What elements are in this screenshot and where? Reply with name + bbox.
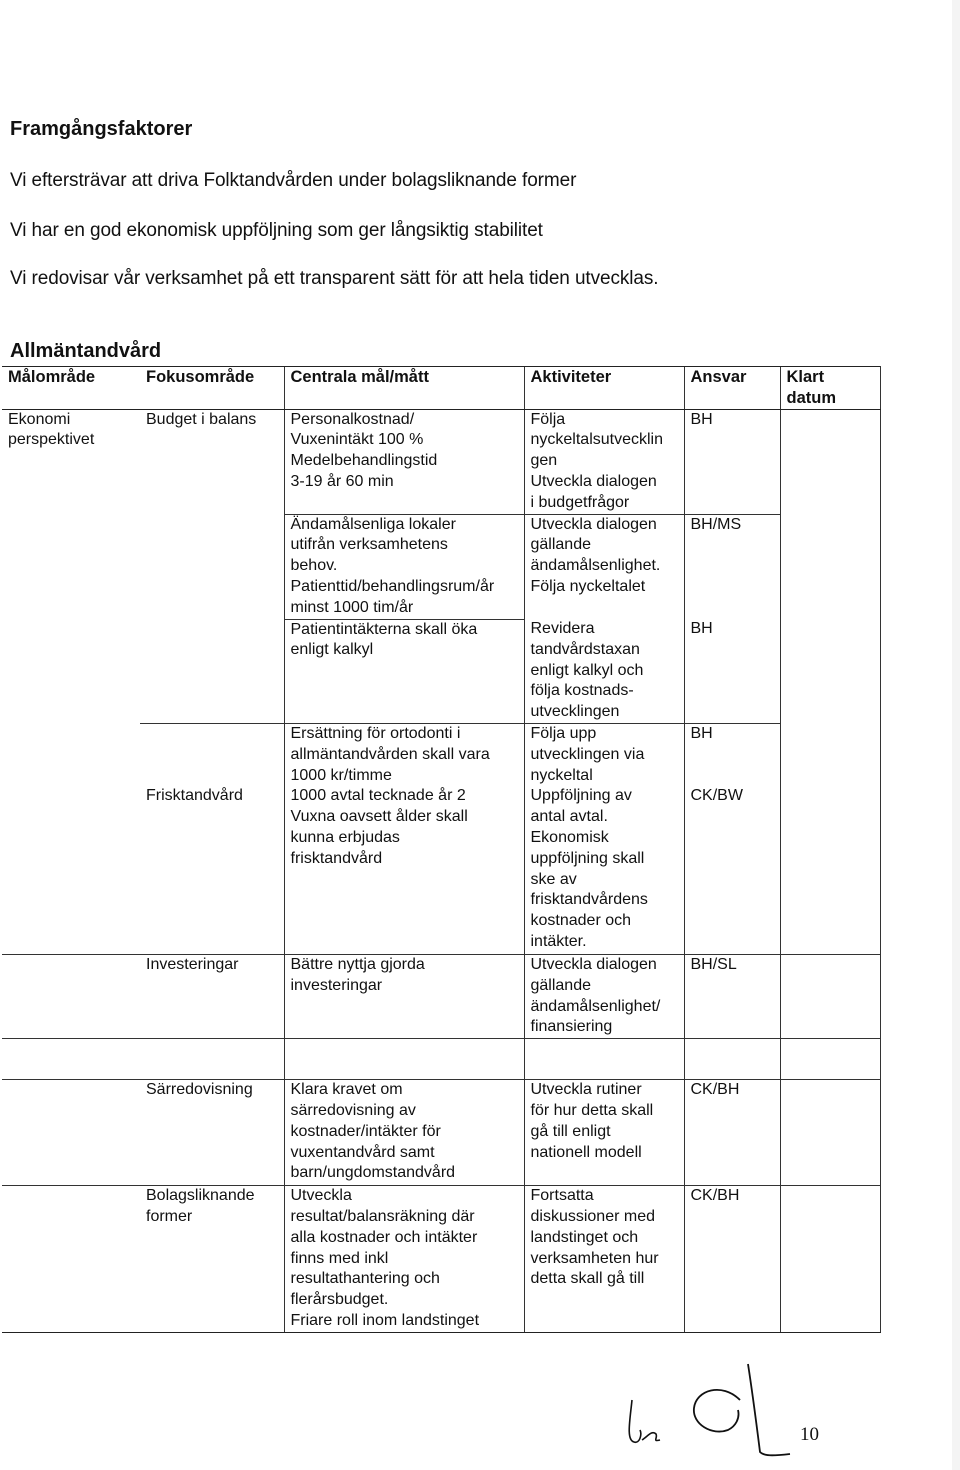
cell-centrala-mal: Bättre nyttja gjorda investeringar: [284, 954, 524, 1038]
header-aktiviteter: Aktiviteter: [524, 367, 684, 410]
cell-ansvar: BH: [684, 409, 780, 514]
table-row: [2, 1080, 880, 1186]
cell-klart-datum: [780, 1186, 880, 1333]
cell-ansvar: CK/BW: [684, 786, 780, 954]
cell-fokusomrade: Investeringar: [140, 954, 284, 1038]
cell-malomrade: [2, 1080, 140, 1186]
header-centrala-mal: Centrala mål/mått: [284, 367, 524, 410]
signature-initials-icon: [612, 1360, 802, 1460]
cell-centrala-mal: Patientintäkterna skall öka enligt kalkyl: [284, 619, 524, 723]
cell-klart-datum: [780, 1080, 880, 1186]
cell-aktiviteter: Följa nyckeltalsutvecklin gen Utveckla dialogen i budgetfrågor: [524, 409, 684, 514]
cell-ansvar: BH: [684, 619, 780, 723]
page-edge: [952, 0, 960, 1470]
table-row: [2, 514, 880, 619]
header-malomrade: Målområde: [2, 367, 140, 410]
cell-klart-datum: [780, 409, 880, 514]
goals-table: [2, 366, 881, 1333]
cell-ansvar: CK/BH: [684, 1080, 780, 1186]
cell-malomrade: [2, 724, 140, 787]
cell-ansvar: BH: [684, 724, 780, 787]
cell-malomrade: [2, 514, 140, 619]
table-spacer-row: [2, 1039, 880, 1080]
cell-fokusomrade: Frisktandvård: [146, 787, 243, 805]
header-ansvar: Ansvar: [684, 367, 780, 410]
cell-klart-datum: [780, 619, 880, 723]
cell-centrala-mal: Ersättning för ortodonti i allmäntandvården skall vara 1000 kr/timme: [284, 724, 524, 787]
table-row: [2, 1186, 880, 1333]
cell-centrala-mal: Ändamålsenliga lokaler utifrån verksamhetens behov. Patienttid/behandlingsrum/år minst 1000 tim/år: [284, 514, 524, 619]
cell-malomrade: Ekonomi perspektivet: [8, 410, 95, 449]
cell-fokusomrade: [140, 619, 284, 723]
cell-ansvar: BH/MS: [684, 514, 780, 619]
cell-aktiviteter: Följa upp utvecklingen via nyckeltal: [524, 724, 684, 787]
cell-klart-datum: [780, 954, 880, 1038]
cell-malomrade: [2, 619, 140, 723]
cell-klart-datum: [780, 724, 880, 787]
cell-fokusomrade: [140, 724, 284, 787]
cell-centrala-mal: Klara kravet om särredovisning av kostnader/intäkter för vuxentandvård samt barn/ungdomstandvård: [284, 1080, 524, 1186]
cell-malomrade: [2, 1186, 140, 1333]
cell-aktiviteter: Utveckla rutiner för hur detta skall gå till enligt nationell modell: [524, 1080, 684, 1186]
cell-aktiviteter: Revidera tandvårdstaxan enligt kalkyl och följa kostnads- utvecklingen: [524, 619, 684, 723]
cell-centrala-mal: 1000 avtal tecknade år 2 Vuxna oavsett ålder skall kunna erbjudas frisktandvård: [284, 786, 524, 954]
cell-centrala-mal: Utveckla resultat/balansräkning där alla kostnader och intäkter finns med inkl resultathantering och flerårsbudget. Friare roll inom landstinget: [284, 1186, 524, 1333]
cell-aktiviteter: Fortsatta diskussioner med landstinget och verksamheten hur detta skall gå till: [524, 1186, 684, 1333]
cell-malomrade: [2, 786, 140, 954]
table-title: Allmäntandvård: [10, 340, 162, 362]
header-fokusomrade: Fokusområde: [140, 367, 284, 410]
header-klart-datum: Klart datum: [780, 367, 880, 410]
table-row: [2, 724, 880, 787]
success-factor-3: Vi redovisar vår verksamhet på ett transparent sätt för att hela tiden utvecklas.: [10, 268, 659, 289]
cell-aktiviteter: Uppföljning av antal avtal. Ekonomisk uppföljning skall ske av frisktandvårdens kostnader och intäkter.: [524, 786, 684, 954]
table-header-row: [2, 367, 880, 410]
cell-aktiviteter: Utveckla dialogen gällande ändamålsenlighet/ finansiering: [524, 954, 684, 1038]
cell-klart-datum: [780, 786, 880, 954]
table-row: [2, 619, 880, 723]
success-factor-1: Vi eftersträvar att driva Folktandvården under bolagsliknande former: [10, 170, 577, 191]
table-row: [2, 409, 880, 514]
cell-fokusomrade: Bolagsliknande former: [140, 1186, 284, 1333]
section-heading: Framgångsfaktorer: [10, 118, 193, 140]
cell-fokusomrade: Budget i balans: [146, 410, 257, 428]
cell-klart-datum: [780, 514, 880, 619]
success-factor-2: Vi har en god ekonomisk uppföljning som ger långsiktig stabilitet: [10, 220, 543, 241]
cell-ansvar: BH/SL: [684, 954, 780, 1038]
table-row: [2, 954, 880, 1038]
cell-centrala-mal: Personalkostnad/ Vuxenintäkt 100 % Medelbehandlingstid 3-19 år 60 min: [284, 409, 524, 514]
cell-fokusomrade: [140, 514, 284, 619]
table-row: [2, 786, 880, 954]
cell-ansvar: CK/BH: [684, 1186, 780, 1333]
page-number: 10: [800, 1424, 819, 1445]
cell-fokusomrade: Särredovisning: [146, 1081, 253, 1099]
cell-aktiviteter: Utveckla dialogen gällande ändamålsenlighet. Följa nyckeltalet: [524, 514, 684, 619]
cell-malomrade: [2, 954, 140, 1038]
